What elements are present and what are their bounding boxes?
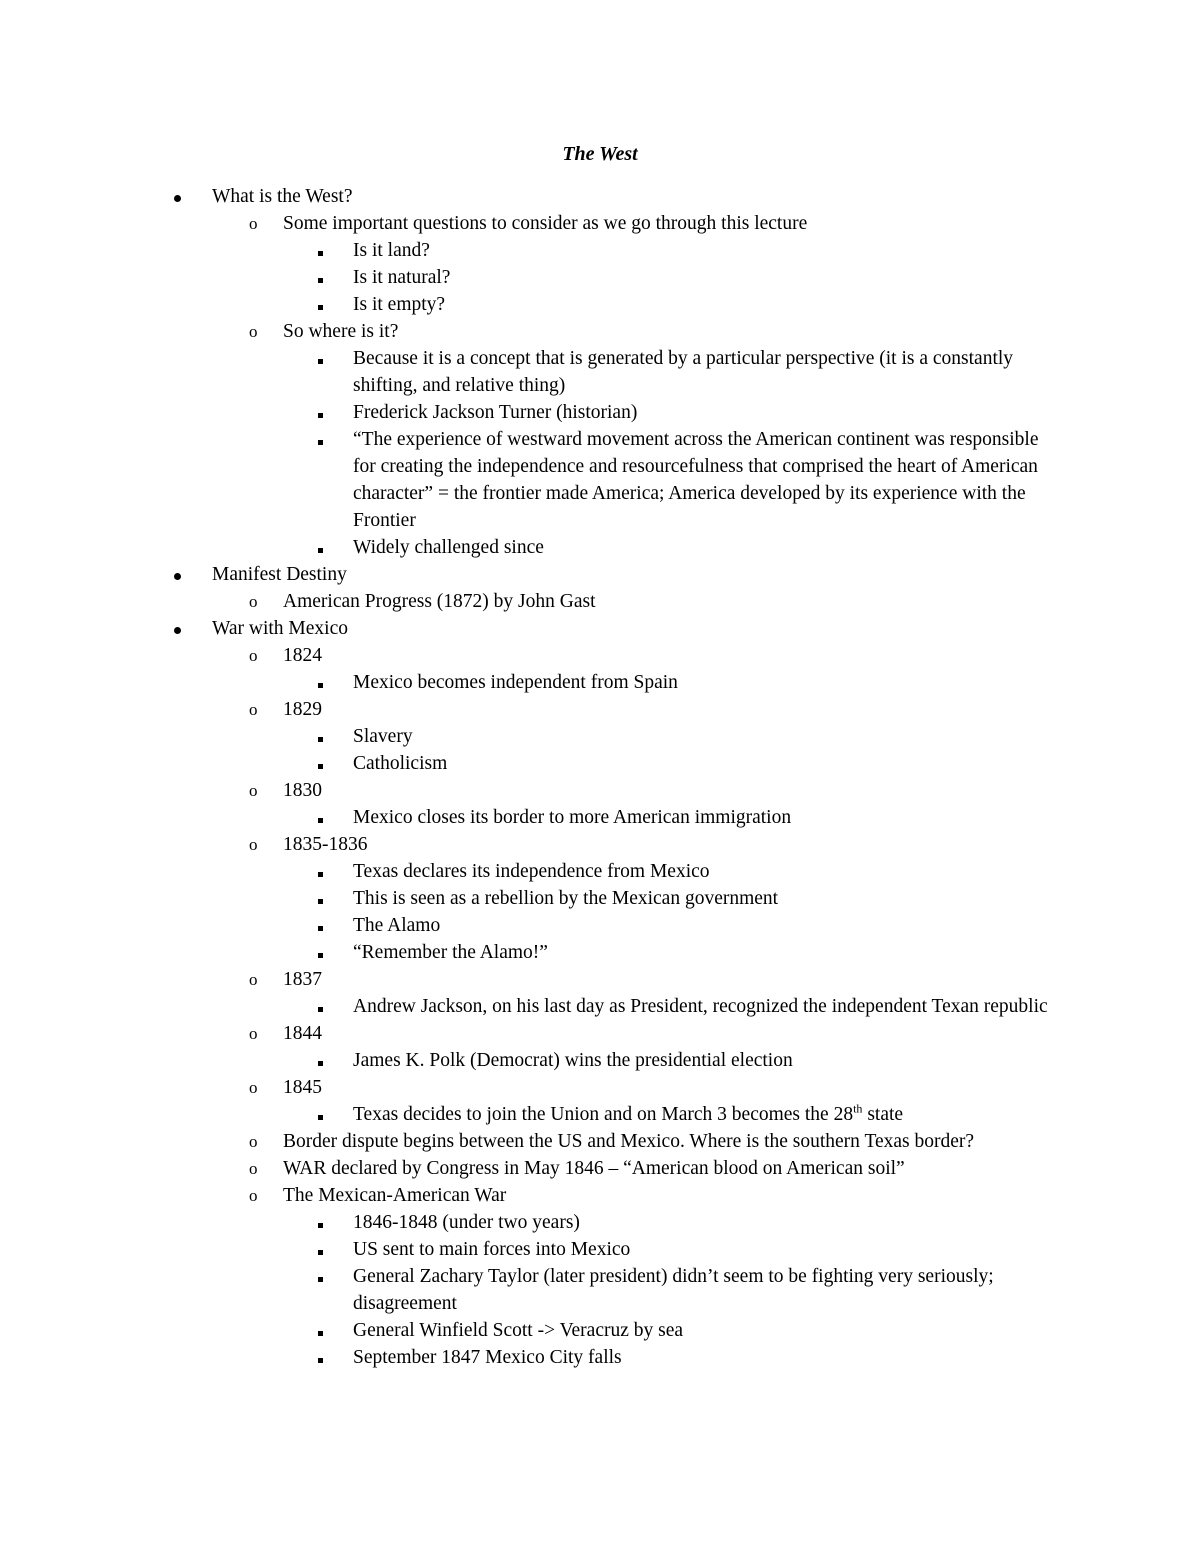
outline-item-text (353, 1344, 1062, 1371)
bullet-circle-icon: o (249, 700, 258, 719)
bullet-square-icon (318, 885, 323, 912)
outline-item-text (353, 885, 1062, 912)
outline-item-level-3 (0, 993, 1200, 1020)
item-text-main: Texas declares its independence from Mexico (353, 861, 710, 882)
outline-item-level-2 (0, 642, 1200, 669)
outline-item-text (353, 1047, 1062, 1074)
outline-item-text (353, 939, 1062, 966)
outline-item-level-3 (0, 399, 1200, 426)
outline-item-text (353, 399, 1062, 426)
item-text-main: US sent to main forces into Mexico (353, 1239, 631, 1260)
bullet-circle-icon: o (249, 646, 258, 665)
outline-item-level-1 (0, 615, 1200, 642)
outline-item-level-3 (0, 1047, 1200, 1074)
bullet-square-icon (318, 426, 323, 453)
item-text-main: 1829 (283, 699, 322, 720)
bullet-circle-icon: o (249, 1186, 258, 1205)
bullet-square-icon (318, 345, 323, 372)
bullet-square-icon (318, 939, 323, 966)
item-text-main: Is it empty? (353, 294, 446, 315)
outline-item-text (283, 210, 1070, 237)
outline-item-level-3 (0, 291, 1200, 318)
outline-item-level-2 (0, 1020, 1200, 1047)
outline-item-text (353, 1209, 1062, 1236)
item-text-main: 1845 (283, 1077, 322, 1098)
outline-item-text (283, 1074, 1070, 1101)
outline-item-level-3 (0, 345, 1200, 399)
bullet-square-icon (318, 291, 323, 318)
outline-item-level-3 (0, 939, 1200, 966)
page-title: The West (562, 143, 638, 165)
item-text-main: Border dispute begins between the US and Mexico. Where is the southern Texas border? (283, 1131, 975, 1152)
item-text-main: Mexico closes its border to more American immigration (353, 807, 792, 828)
outline-item-text (353, 912, 1062, 939)
bullet-dot-icon (174, 561, 181, 588)
bullet-square-icon (318, 858, 323, 885)
item-text-main: This is seen as a rebellion by the Mexican government (353, 888, 779, 909)
bullet-square-icon (318, 750, 323, 777)
outline-item-level-3 (0, 237, 1200, 264)
outline-item-level-2 (0, 1182, 1200, 1209)
outline-item-level-3 (0, 858, 1200, 885)
bullet-circle-icon: o (249, 1024, 258, 1043)
outline-item-text (353, 237, 1062, 264)
item-text-main: Is it land? (353, 240, 430, 261)
outline-item-level-2 (0, 777, 1200, 804)
bullet-circle-icon: o (249, 322, 258, 341)
outline-item-level-2 (0, 1128, 1200, 1155)
item-text-main: American Progress (1872) by John Gast (283, 591, 596, 612)
outline-item-level-3 (0, 534, 1200, 561)
item-text-main: 1846-1848 (under two years) (353, 1212, 580, 1233)
item-text-main: General Zachary Taylor (later president) didn’t seem to be fighting very seriously; disagreement (353, 1266, 994, 1314)
item-text-main: So where is it? (283, 321, 399, 342)
item-text-main: 1830 (283, 780, 322, 801)
item-text-main: The Alamo (353, 915, 441, 936)
item-text-main: 1837 (283, 969, 322, 990)
outline-item-level-2 (0, 696, 1200, 723)
item-text-main: Is it natural? (353, 267, 451, 288)
outline-item-text (353, 804, 1062, 831)
bullet-square-icon (318, 993, 323, 1020)
outline-item-level-2 (0, 210, 1200, 237)
bullet-square-icon (318, 1263, 323, 1290)
outline-item-text (283, 1128, 1070, 1155)
outline-item-text (353, 426, 1062, 534)
bullet-circle-icon: o (249, 1132, 258, 1151)
bullet-circle-icon: o (249, 781, 258, 800)
outline-item-text (212, 561, 1070, 588)
item-text-main: “Remember the Alamo!” (353, 942, 548, 963)
item-text-main: What is the West? (212, 186, 353, 207)
bullet-dot-icon (174, 615, 181, 642)
outline-item-level-1 (0, 183, 1200, 210)
outline-item-text (283, 1020, 1070, 1047)
outline-item-level-2 (0, 318, 1200, 345)
item-text-main: Because it is a concept that is generated by a particular perspective (it is a constantly shifting, and relative thing) (353, 348, 1014, 396)
bullet-square-icon (318, 237, 323, 264)
outline-item-level-3 (0, 804, 1200, 831)
item-text-main: Andrew Jackson, on his last day as President, recognized the independent Texan republic (353, 996, 1048, 1017)
item-text-main: 1835-1836 (283, 834, 368, 855)
outline-item-level-3 (0, 1209, 1200, 1236)
outline-item-text (283, 1182, 1070, 1209)
outline-item-level-3 (0, 1236, 1200, 1263)
lecture-outline (0, 183, 1200, 1371)
bullet-circle-icon: o (249, 835, 258, 854)
outline-item-level-3 (0, 723, 1200, 750)
outline-item-level-3 (0, 1101, 1200, 1128)
bullet-circle-icon: o (249, 1159, 258, 1178)
bullet-square-icon (318, 912, 323, 939)
outline-item-text (353, 1236, 1062, 1263)
outline-item-text (353, 264, 1062, 291)
outline-item-level-3 (0, 912, 1200, 939)
item-text-after: state (862, 1104, 904, 1125)
outline-item-text (353, 669, 1062, 696)
bullet-circle-icon: o (249, 1078, 258, 1097)
outline-item-level-1 (0, 561, 1200, 588)
outline-item-level-2 (0, 831, 1200, 858)
item-text-main: Frederick Jackson Turner (historian) (353, 402, 638, 423)
outline-item-text (283, 696, 1070, 723)
item-text-main: “The experience of westward movement across the American continent was responsible for creating the independence and resourcefulness that comprised the heart of American character” = the frontier made America; America developed by its experience with the Frontier (353, 429, 1039, 531)
outline-item-level-3 (0, 426, 1200, 534)
outline-item-text (353, 993, 1062, 1020)
outline-item-level-2 (0, 1074, 1200, 1101)
outline-item-text (212, 615, 1070, 642)
item-text-main: General Winfield Scott -> Veracruz by sea (353, 1320, 684, 1341)
outline-item-text (353, 858, 1062, 885)
bullet-square-icon (318, 1344, 323, 1371)
bullet-square-icon (318, 669, 323, 696)
outline-item-text (283, 831, 1070, 858)
bullet-circle-icon: o (249, 592, 258, 611)
bullet-dot-icon (174, 183, 181, 210)
item-text-main: Manifest Destiny (212, 564, 347, 585)
bullet-circle-icon: o (249, 214, 258, 233)
bullet-square-icon (318, 1047, 323, 1074)
item-text-main: Mexico becomes independent from Spain (353, 672, 678, 693)
outline-item-text (353, 723, 1062, 750)
bullet-square-icon (318, 1236, 323, 1263)
outline-item-level-2 (0, 588, 1200, 615)
outline-item-level-3 (0, 669, 1200, 696)
outline-item-text (283, 642, 1070, 669)
outline-item-level-3 (0, 750, 1200, 777)
outline-item-level-2 (0, 1155, 1200, 1182)
outline-item-text (353, 1101, 1062, 1128)
outline-item-text (283, 966, 1070, 993)
item-text-superscript: th (853, 1101, 863, 1116)
outline-item-level-3 (0, 1263, 1200, 1317)
outline-item-text (353, 1317, 1062, 1344)
outline-item-level-3 (0, 264, 1200, 291)
outline-item-text (353, 345, 1062, 399)
outline-item-text (283, 318, 1070, 345)
bullet-square-icon (318, 399, 323, 426)
bullet-square-icon (318, 264, 323, 291)
outline-item-text (212, 183, 1070, 210)
item-text-main: Catholicism (353, 753, 448, 774)
outline-item-text (283, 777, 1070, 804)
item-text-main: War with Mexico (212, 618, 348, 639)
outline-item-text (353, 750, 1062, 777)
outline-item-text (283, 588, 1070, 615)
outline-item-text (353, 534, 1062, 561)
item-text-main: Widely challenged since (353, 537, 544, 558)
item-text-main: James K. Polk (Democrat) wins the presidential election (353, 1050, 793, 1071)
outline-item-level-3 (0, 885, 1200, 912)
bullet-square-icon (318, 723, 323, 750)
outline-item-text (353, 291, 1062, 318)
outline-item-level-2 (0, 966, 1200, 993)
item-text-main: 1844 (283, 1023, 322, 1044)
item-text-main: The Mexican-American War (283, 1185, 507, 1206)
bullet-circle-icon: o (249, 970, 258, 989)
outline-item-level-3 (0, 1317, 1200, 1344)
outline-item-level-3 (0, 1344, 1200, 1371)
bullet-square-icon (318, 1101, 323, 1128)
item-text-main: Slavery (353, 726, 413, 747)
item-text-main: Some important questions to consider as we go through this lecture (283, 213, 808, 234)
outline-item-text (283, 1155, 1070, 1182)
item-text-main: 1824 (283, 645, 322, 666)
bullet-square-icon (318, 534, 323, 561)
item-text-main: September 1847 Mexico City falls (353, 1347, 622, 1368)
outline-item-text (353, 1263, 1062, 1317)
bullet-square-icon (318, 1317, 323, 1344)
item-text-main: WAR declared by Congress in May 1846 – “American blood on American soil” (283, 1158, 905, 1179)
bullet-square-icon (318, 1209, 323, 1236)
bullet-square-icon (318, 804, 323, 831)
item-text-main: Texas decides to join the Union and on March 3 becomes the 28 (353, 1104, 854, 1125)
